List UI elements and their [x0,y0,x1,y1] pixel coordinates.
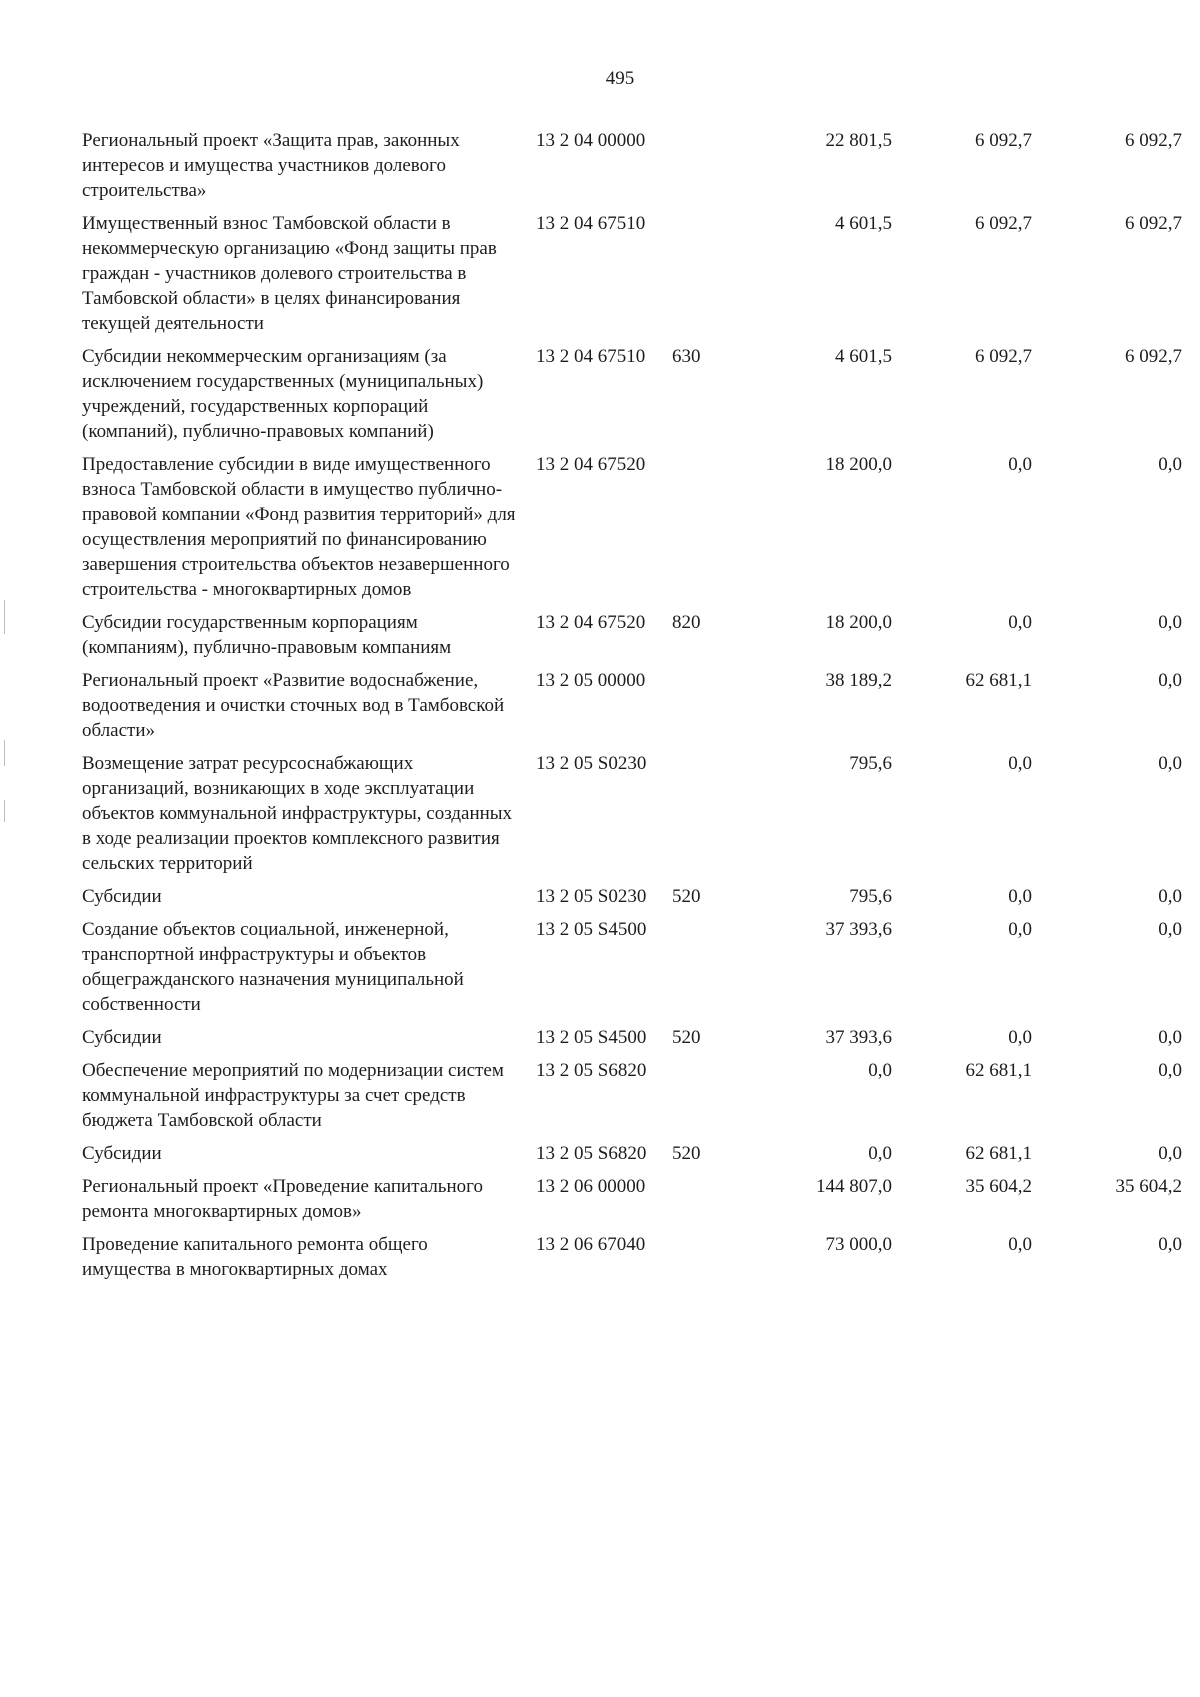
row-amount-year-3: 0,0 [1158,886,1182,907]
table-row [82,1058,1182,1141]
row-code: 13 2 04 67520 [536,454,646,475]
row-expense-type [672,452,732,610]
row-amount-year-2: 6 092,7 [975,213,1032,234]
row-amount-year-2: 0,0 [1008,612,1032,633]
row-name: Возмещение затрат ресурсоснабжающих организаций, возникающих в ходе эксплуатации объектов коммунальной инфраструктуры, созданных в ходе реализации проектов комплексного развития сельских территорий [82,753,513,874]
row-code: 13 2 06 00000 [536,1176,646,1197]
budget-table-body [82,128,1182,1290]
row-amount-year-2: 0,0 [1008,1234,1032,1255]
row-name: Региональный проект «Проведение капитального ремонта многоквартирных домов» [82,1176,483,1222]
row-name: Субсидии государственным корпорациям (компаниям), публично-правовым компаниям [82,612,452,658]
row-amount-year-1: 4 601,5 [835,346,892,367]
row-amount-year-1: 18 200,0 [825,612,892,633]
row-amount-year-2: 0,0 [1008,919,1032,940]
scan-artifact [4,800,5,822]
row-code: 13 2 05 S0230 [536,753,647,774]
table-row [82,344,1182,452]
table-row [82,917,1182,1025]
row-amount-year-3: 0,0 [1158,1027,1182,1048]
table-row [82,128,1182,211]
table-row [82,884,1182,917]
table-row [82,610,1182,668]
row-name: Имущественный взнос Тамбовской области в некоммерческую организацию «Фонд защиты прав граждан - участников долевого строительства в Тамбовской области» в целях финансирования текущей деятельности [82,213,497,334]
row-amount-year-3: 6 092,7 [1125,213,1182,234]
row-code: 13 2 05 S6820 [536,1143,647,1164]
row-expense-type [672,1232,732,1290]
row-amount-year-3: 0,0 [1158,670,1182,691]
row-amount-year-3: 6 092,7 [1125,346,1182,367]
page-number: 495 [605,68,635,89]
table-row [82,1141,1182,1174]
table-row [82,1232,1182,1290]
row-expense-type [672,211,732,344]
row-name: Предоставление субсидии в виде имущественного взноса Тамбовской области в имущество публично-правовой компании «Фонд развития территорий» для осуществления мероприятий по финансированию завершения строительства объектов незавершенного строительства - многоквартирных домов [82,454,516,600]
scan-artifact [4,600,5,634]
row-code: 13 2 04 67520 [536,612,646,633]
row-name: Обеспечение мероприятий по модернизации систем коммунальной инфраструктуры за счет средств бюджета Тамбовской области [82,1060,504,1131]
row-name: Региональный проект «Защита прав, законных интересов и имущества участников долевого строительства» [82,130,460,201]
row-expense-type [672,751,732,884]
row-amount-year-1: 37 393,6 [825,919,892,940]
table-row [82,211,1182,344]
row-amount-year-2: 35 604,2 [965,1176,1032,1197]
row-expense-type: 520 [672,1027,701,1048]
row-expense-type: 520 [672,1143,701,1164]
row-amount-year-1: 0,0 [868,1060,892,1081]
row-amount-year-3: 0,0 [1158,919,1182,940]
row-expense-type: 520 [672,886,701,907]
table-row [82,668,1182,751]
row-amount-year-3: 0,0 [1158,1143,1182,1164]
row-amount-year-2: 62 681,1 [965,670,1032,691]
row-amount-year-2: 6 092,7 [975,130,1032,151]
row-amount-year-2: 62 681,1 [965,1143,1032,1164]
row-expense-type [672,917,732,1025]
row-amount-year-1: 38 189,2 [825,670,892,691]
scan-artifact [4,740,5,766]
row-expense-type: 630 [672,346,701,367]
row-amount-year-1: 144 807,0 [816,1176,892,1197]
row-amount-year-1: 18 200,0 [825,454,892,475]
row-amount-year-2: 0,0 [1008,454,1032,475]
row-expense-type: 820 [672,612,701,633]
row-expense-type [672,1174,732,1232]
row-code: 13 2 06 67040 [536,1234,646,1255]
row-amount-year-2: 0,0 [1008,1027,1032,1048]
row-name: Субсидии [82,1027,162,1048]
row-amount-year-1: 4 601,5 [835,213,892,234]
table-row [82,1174,1182,1232]
row-amount-year-1: 73 000,0 [825,1234,892,1255]
row-name: Создание объектов социальной, инженерной, транспортной инфраструктуры и объектов общегражданского назначения муниципальной собственности [82,919,464,1015]
row-amount-year-1: 795,6 [849,753,892,774]
row-expense-type [672,1058,732,1141]
table-row [82,751,1182,884]
row-name: Субсидии некоммерческим организациям (за исключением государственных (муниципальных) учреждений, государственных корпораций (компаний), публично-правовых компаний) [82,346,484,442]
row-code: 13 2 04 67510 [536,213,646,234]
row-code: 13 2 05 S6820 [536,1060,647,1081]
row-amount-year-1: 37 393,6 [825,1027,892,1048]
row-code: 13 2 04 00000 [536,130,646,151]
row-amount-year-2: 6 092,7 [975,346,1032,367]
row-amount-year-3: 0,0 [1158,1060,1182,1081]
row-amount-year-3: 0,0 [1158,1234,1182,1255]
row-code: 13 2 04 67510 [536,346,646,367]
row-name: Субсидии [82,886,162,907]
row-name: Субсидии [82,1143,162,1164]
table-row [82,1025,1182,1058]
row-amount-year-3: 35 604,2 [1115,1176,1182,1197]
row-amount-year-2: 62 681,1 [965,1060,1032,1081]
row-amount-year-3: 6 092,7 [1125,130,1182,151]
row-amount-year-3: 0,0 [1158,753,1182,774]
row-amount-year-1: 0,0 [868,1143,892,1164]
row-code: 13 2 05 S4500 [536,1027,647,1048]
row-amount-year-3: 0,0 [1158,612,1182,633]
table-row [82,452,1182,610]
row-expense-type [672,668,732,751]
row-name: Проведение капитального ремонта общего имущества в многоквартирных домах [82,1234,428,1280]
row-code: 13 2 05 00000 [536,670,646,691]
row-code: 13 2 05 S4500 [536,919,647,940]
budget-table [82,128,1182,1290]
row-expense-type [672,128,732,211]
row-amount-year-2: 0,0 [1008,753,1032,774]
row-amount-year-2: 0,0 [1008,886,1032,907]
row-amount-year-3: 0,0 [1158,454,1182,475]
row-amount-year-1: 795,6 [849,886,892,907]
row-name: Региональный проект «Развитие водоснабжение, водоотведения и очистки сточных вод в Тамбовской области» [82,670,505,741]
row-code: 13 2 05 S0230 [536,886,647,907]
row-amount-year-1: 22 801,5 [825,130,892,151]
